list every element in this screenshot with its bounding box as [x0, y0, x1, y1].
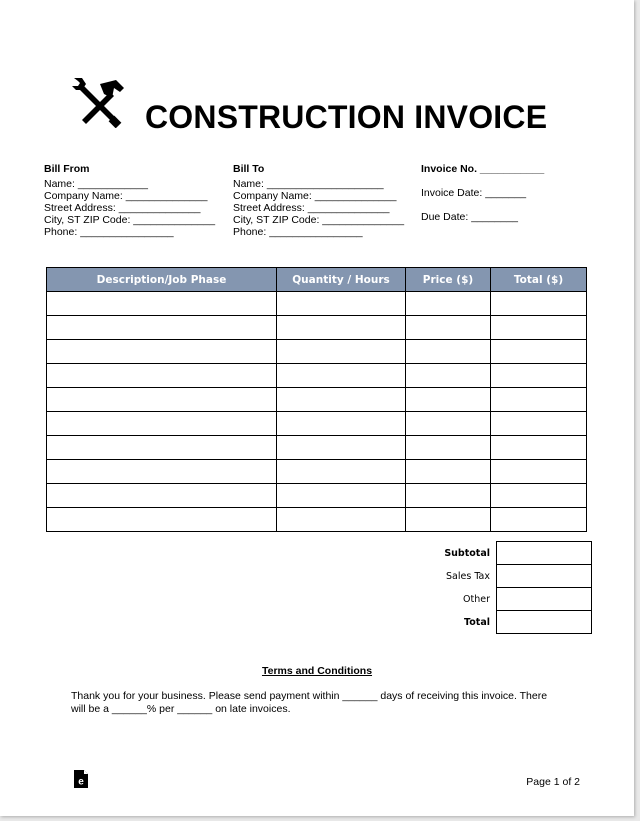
- cell-price[interactable]: [406, 388, 491, 412]
- cell-total[interactable]: [491, 484, 587, 508]
- bill-from-phone-field[interactable]: Phone: ________________: [44, 226, 174, 238]
- bill-to-name-field[interactable]: Name: ____________________: [233, 178, 384, 190]
- cell-total[interactable]: [491, 340, 587, 364]
- cell-total[interactable]: [491, 412, 587, 436]
- table-header-row: [47, 268, 587, 292]
- column-header-total: Total ($): [491, 268, 587, 292]
- table-row: [47, 292, 587, 316]
- bill-from-company-field[interactable]: Company Name: ______________: [44, 190, 208, 202]
- terms-heading: Terms and Conditions: [261, 665, 373, 677]
- table-row: [47, 340, 587, 364]
- svg-text:e: e: [78, 776, 84, 788]
- cell-quantity[interactable]: [277, 292, 406, 316]
- bill-to-phone-field[interactable]: Phone: ________________: [233, 226, 363, 238]
- bill-to-heading: Bill To: [233, 163, 265, 175]
- table-row: [47, 484, 587, 508]
- cell-total[interactable]: [491, 508, 587, 532]
- terms-line-1: Thank you for your business. Please send payment within ______ days of receiving this invoice. There: [71, 690, 548, 702]
- invoice-title: CONSTRUCTION INVOICE: [145, 99, 548, 135]
- invoice-date-field[interactable]: Invoice Date: _______: [421, 187, 527, 199]
- subtotal-label: Subtotal: [444, 547, 490, 559]
- cell-description[interactable]: [47, 484, 277, 508]
- cell-description[interactable]: [47, 508, 277, 532]
- cell-description[interactable]: [47, 292, 277, 316]
- bill-to-city-field[interactable]: City, ST ZIP Code: ______________: [233, 214, 405, 226]
- column-header-quantity: Quantity / Hours: [277, 268, 406, 292]
- invoice-number-field[interactable]: Invoice No. ___________: [421, 163, 545, 175]
- cell-quantity[interactable]: [277, 316, 406, 340]
- invoice-info-section: [421, 163, 544, 223]
- eforms-logo-icon: [74, 770, 88, 788]
- cell-quantity[interactable]: [277, 364, 406, 388]
- due-date-field[interactable]: Due Date: ________: [421, 211, 518, 223]
- cell-price[interactable]: [406, 460, 491, 484]
- cell-description[interactable]: [47, 340, 277, 364]
- table-row: [47, 508, 587, 532]
- other-row: [360, 588, 592, 611]
- line-items-body: [47, 292, 587, 532]
- other-label: Other: [463, 593, 490, 605]
- cell-description[interactable]: [47, 388, 277, 412]
- bill-from-street-field[interactable]: Street Address: ______________: [44, 202, 201, 214]
- line-items-table: [46, 267, 587, 532]
- table-row: [47, 436, 587, 460]
- cell-price[interactable]: [406, 436, 491, 460]
- totals-table: [360, 541, 592, 634]
- cell-description[interactable]: [47, 436, 277, 460]
- cell-price[interactable]: [406, 412, 491, 436]
- bill-from-name-field[interactable]: Name: ____________: [44, 178, 148, 190]
- total-cell[interactable]: [497, 611, 592, 634]
- other-cell[interactable]: [497, 588, 592, 611]
- sales-tax-label: Sales Tax: [446, 570, 490, 582]
- cell-quantity[interactable]: [277, 460, 406, 484]
- cell-quantity[interactable]: [277, 412, 406, 436]
- subtotal-cell[interactable]: [497, 542, 592, 565]
- bill-to-section: [233, 163, 404, 238]
- cell-quantity[interactable]: [277, 340, 406, 364]
- table-row: [47, 388, 587, 412]
- cell-total[interactable]: [491, 316, 587, 340]
- cell-quantity[interactable]: [277, 484, 406, 508]
- column-header-price: Price ($): [406, 268, 491, 292]
- hammer-wrench-icon: [70, 76, 126, 128]
- cell-total[interactable]: [491, 460, 587, 484]
- table-row: [47, 364, 587, 388]
- cell-quantity[interactable]: [277, 508, 406, 532]
- cell-description[interactable]: [47, 412, 277, 436]
- cell-total[interactable]: [491, 292, 587, 316]
- bill-from-city-field[interactable]: City, ST ZIP Code: ______________: [44, 214, 216, 226]
- cell-total[interactable]: [491, 436, 587, 460]
- bill-from-section: [44, 163, 215, 238]
- table-row: [47, 412, 587, 436]
- table-row: [47, 316, 587, 340]
- cell-total[interactable]: [491, 364, 587, 388]
- cell-price[interactable]: [406, 364, 491, 388]
- bill-to-company-field[interactable]: Company Name: ______________: [233, 190, 397, 202]
- cell-price[interactable]: [406, 508, 491, 532]
- cell-description[interactable]: [47, 364, 277, 388]
- cell-price[interactable]: [406, 292, 491, 316]
- cell-quantity[interactable]: [277, 436, 406, 460]
- table-row: [47, 460, 587, 484]
- cell-price[interactable]: [406, 316, 491, 340]
- total-label: Total: [464, 616, 490, 628]
- terms-line-2: will be a ______% per ______ on late invoices.: [71, 702, 291, 715]
- column-header-description: Description/Job Phase: [47, 268, 277, 292]
- sales-tax-cell[interactable]: [497, 565, 592, 588]
- cell-price[interactable]: [406, 484, 491, 508]
- terms-text: [71, 690, 571, 715]
- page-number: Page 1 of 2: [526, 776, 580, 788]
- cell-quantity[interactable]: [277, 388, 406, 412]
- cell-description[interactable]: [47, 460, 277, 484]
- total-row: [360, 611, 592, 634]
- bill-to-street-field[interactable]: Street Address: ______________: [233, 202, 390, 214]
- cell-price[interactable]: [406, 340, 491, 364]
- sales-tax-row: [360, 565, 592, 588]
- bill-from-heading: Bill From: [44, 163, 90, 175]
- cell-total[interactable]: [491, 388, 587, 412]
- cell-description[interactable]: [47, 316, 277, 340]
- subtotal-row: [360, 542, 592, 565]
